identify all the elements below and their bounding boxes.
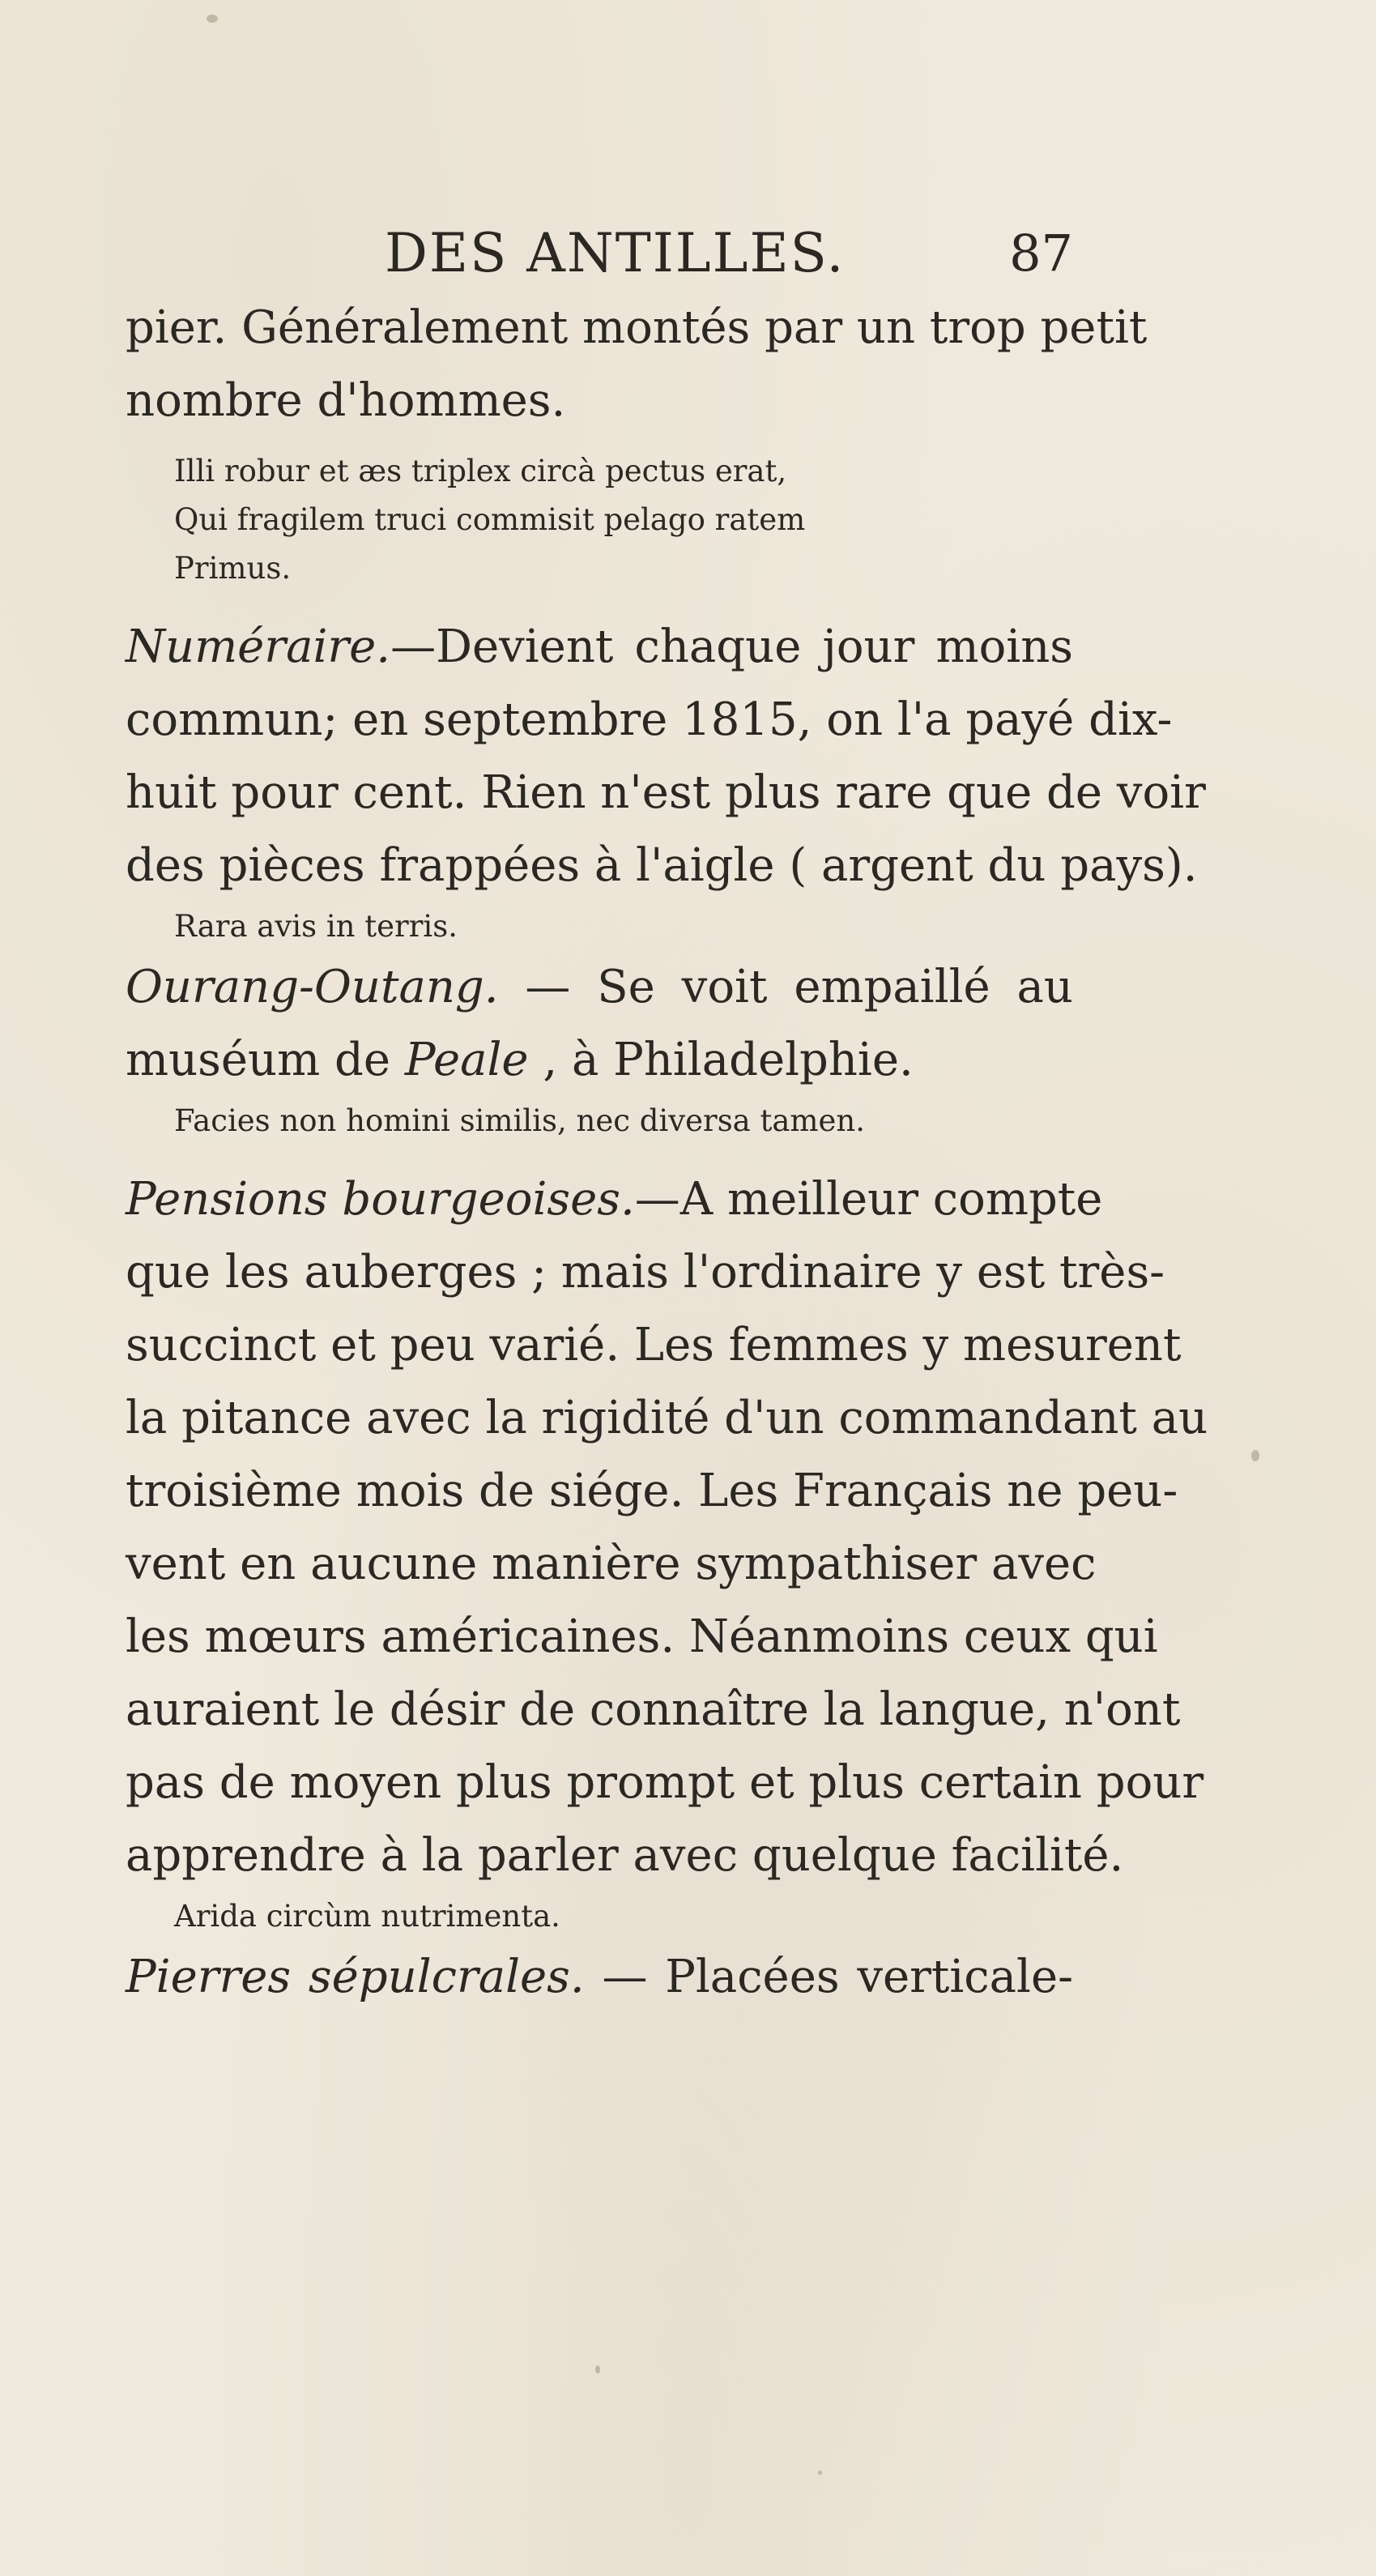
- paper-stain: [818, 2471, 822, 2475]
- text-line: pier. Généralement montés par un trop petit: [126, 301, 1148, 354]
- entry-text: muséum de: [126, 1034, 405, 1086]
- text-line: nombre d'hommes.: [126, 374, 566, 427]
- entry-text: , à Philadelphie.: [528, 1034, 914, 1086]
- body-text: [126, 292, 1208, 2014]
- text-line: apprendre à la parler avec quelque facilité.: [126, 1829, 1124, 1882]
- entry-term: Pensions bourgeoises.: [126, 1173, 635, 1226]
- entry-text: — Se voit empaillé au: [498, 961, 1073, 1013]
- entry-pensions-bourgeoises: [126, 1163, 1103, 1236]
- text-line: succinct et peu varié. Les femmes y mesurent: [126, 1319, 1182, 1371]
- text-line: vent en aucune manière sympathiser avec: [126, 1537, 1097, 1590]
- entry-pierres-sepulcrales: [126, 1941, 1073, 2014]
- latin-quote-line: Qui fragilem truci commisit pelago ratem: [174, 502, 806, 537]
- entry-numeraire: [126, 611, 1073, 684]
- text-line: huit pour cent. Rien n'est plus rare que de voir: [126, 766, 1206, 819]
- latin-quote-line: Illi robur et æs triplex circà pectus erat,: [174, 454, 787, 488]
- latin-quote-line: Rara avis in terris.: [174, 909, 458, 944]
- page-number: 87: [1009, 224, 1073, 283]
- latin-quote-line: Facies non homini similis, nec diversa tamen.: [174, 1103, 866, 1138]
- text-line: troisième mois de siége. Les Français ne peu-: [126, 1465, 1178, 1517]
- latin-quote-line: Primus.: [174, 551, 292, 586]
- entry-text: —Devient chaque jour moins: [390, 621, 1073, 673]
- entry-term: Pierres sépulcrales.: [126, 1951, 585, 2003]
- text-line: des pièces frappées à l'aigle ( argent du pays).: [126, 839, 1198, 892]
- entry-text: —A meilleur compte: [634, 1173, 1103, 1226]
- page-header: [126, 217, 1073, 290]
- text-line: que les auberges ; mais l'ordinaire y est très-: [126, 1246, 1165, 1299]
- entry-ourang-outang: [126, 951, 1073, 1024]
- proper-name: Peale: [404, 1034, 529, 1086]
- paper-stain: [595, 2365, 600, 2373]
- text-line: [126, 1024, 1073, 1097]
- text-line: pas de moyen plus prompt et plus certain pour: [126, 1756, 1204, 1809]
- entry-term: Numéraire.: [126, 621, 391, 673]
- entry-text: — Placées verticale-: [584, 1951, 1073, 2003]
- text-line: commun; en septembre 1815, on l'a payé dix-: [126, 693, 1173, 746]
- text-line: la pitance avec la rigidité d'un commandant au: [126, 1392, 1208, 1444]
- entry-term: Ourang-Outang.: [126, 961, 499, 1013]
- text-line: auraient le désir de connaître la langue, n'ont: [126, 1683, 1181, 1736]
- running-title: DES ANTILLES.: [385, 222, 846, 284]
- paper-stain: [1251, 1450, 1259, 1461]
- text-line: les mœurs américaines. Néanmoins ceux qui: [126, 1610, 1158, 1663]
- latin-quote-line: Arida circùm nutrimenta.: [174, 1899, 560, 1934]
- paper-stain: [207, 15, 218, 23]
